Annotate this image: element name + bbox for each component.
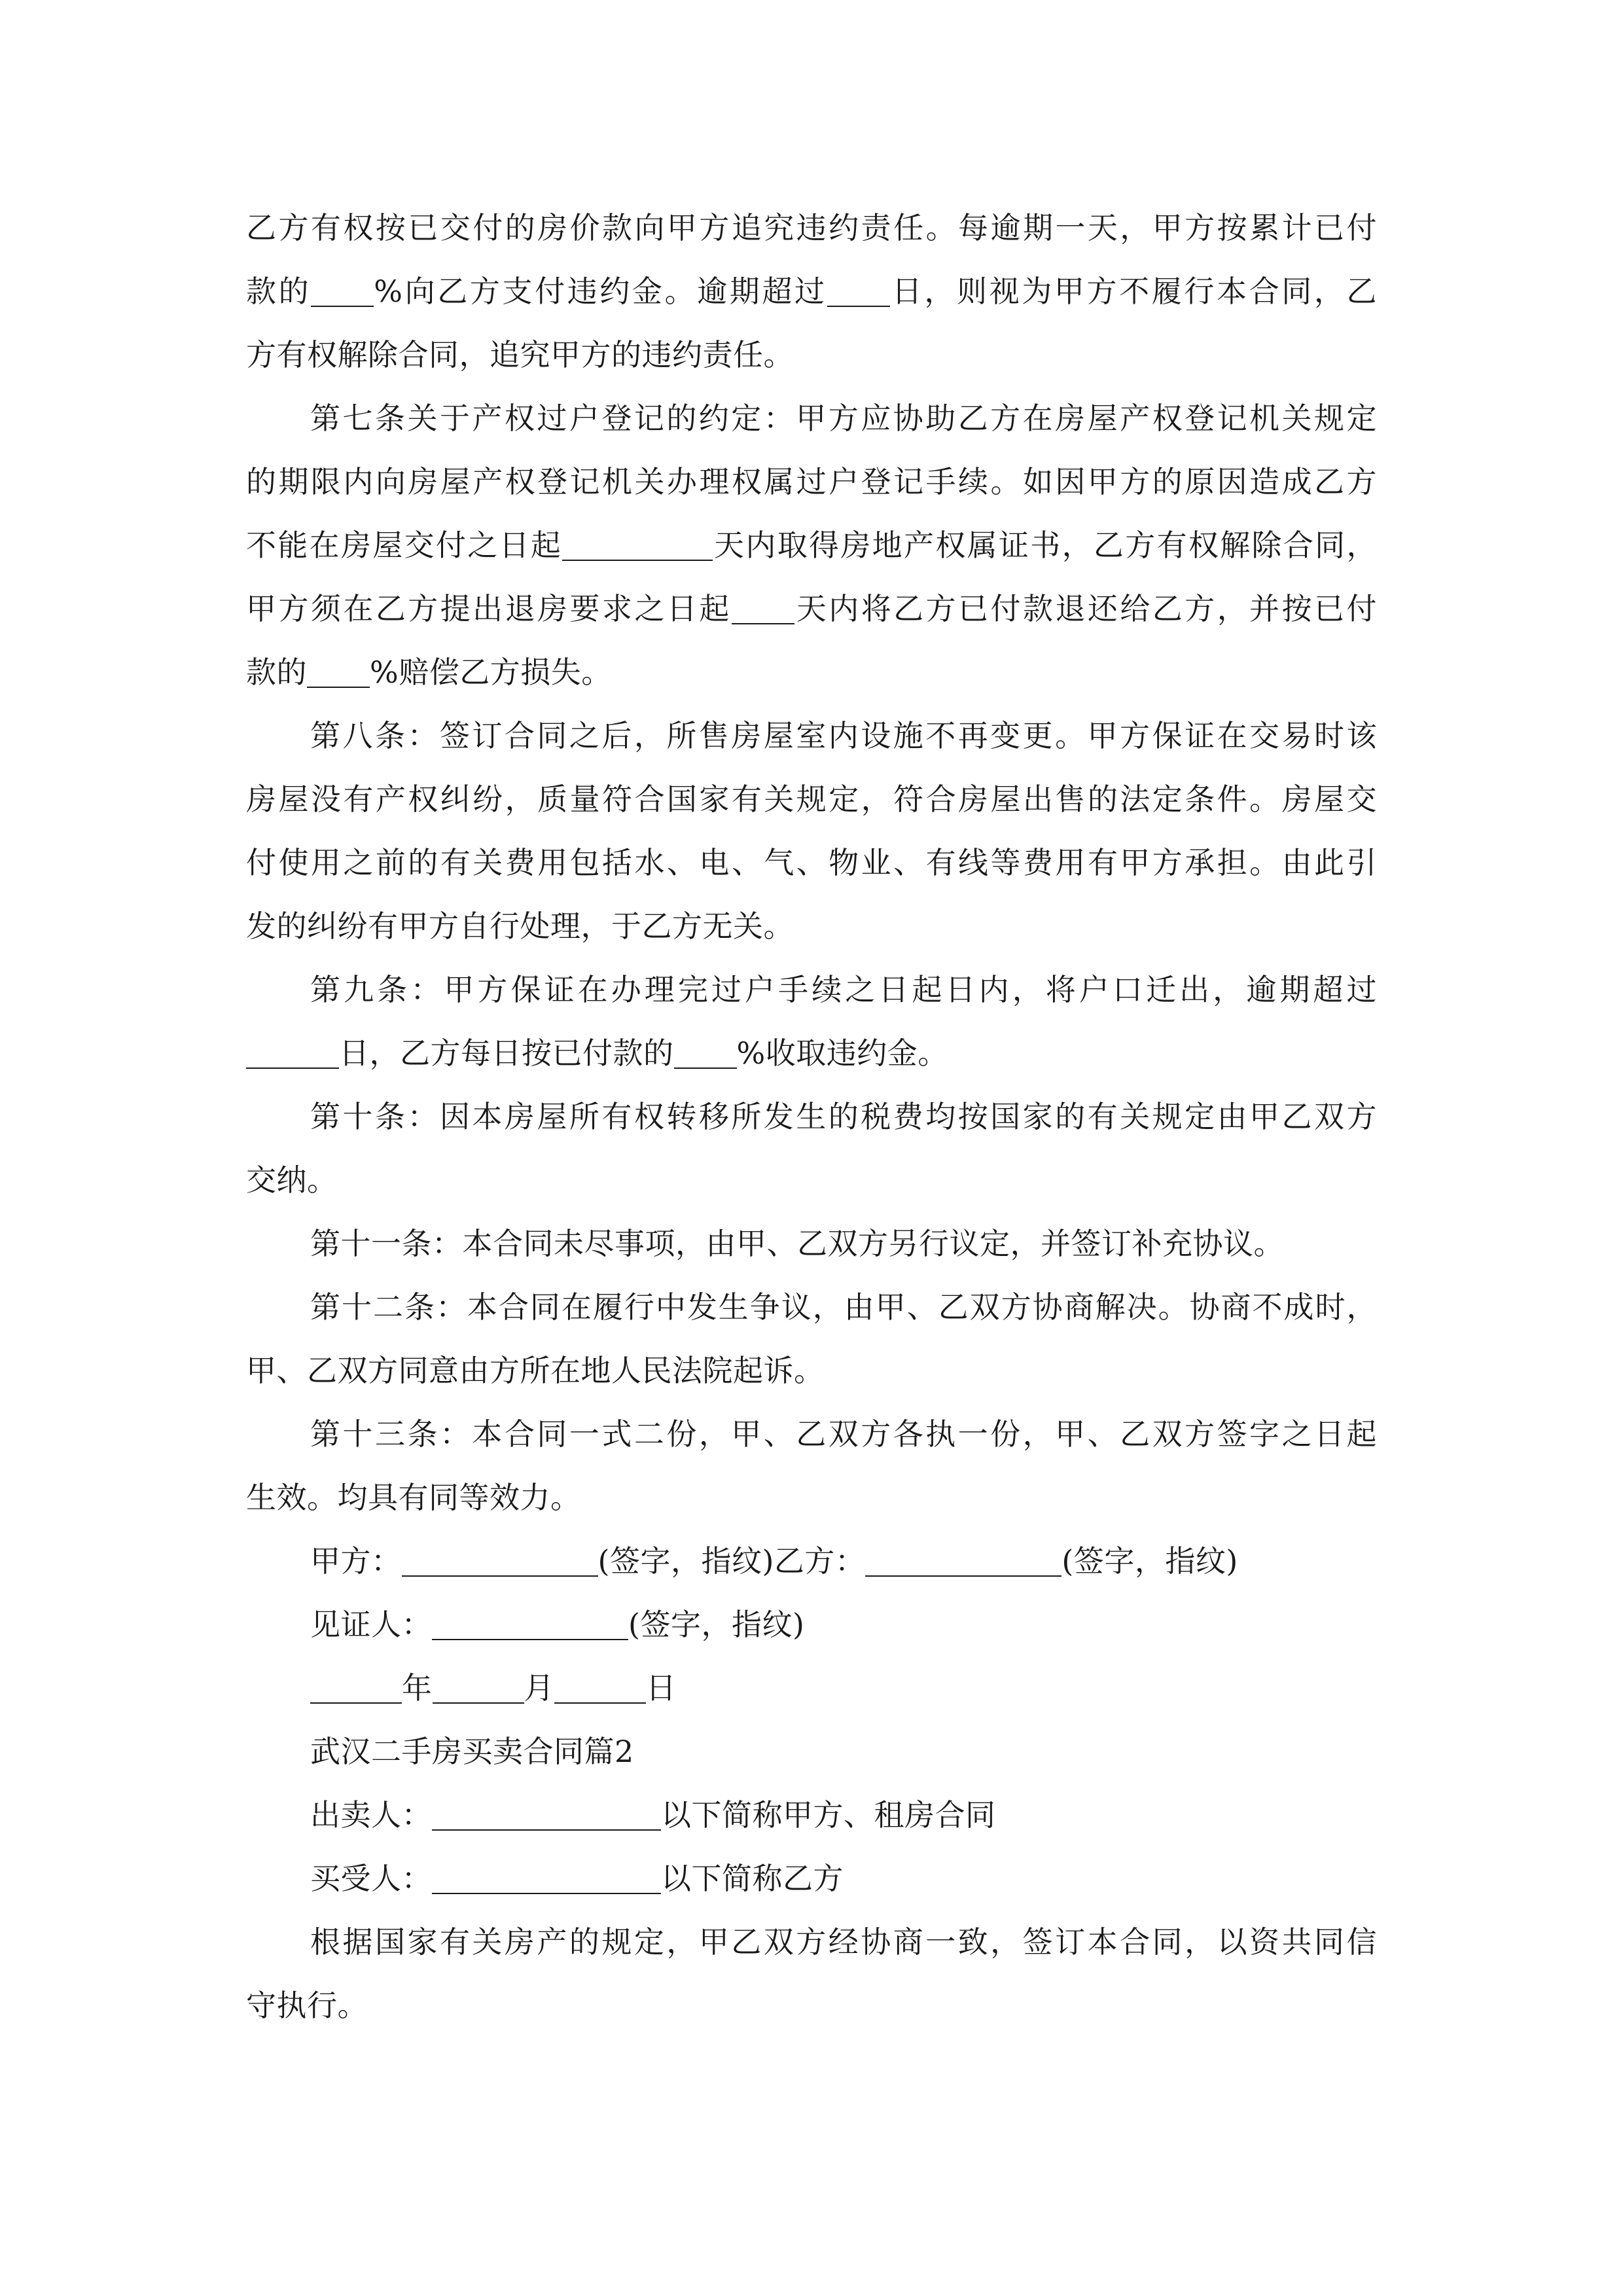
section-title-text: 武汉二手房买卖合同篇2 [310,1734,634,1769]
fill-blank[interactable] [246,1031,339,1069]
line-text: 款的 [246,274,312,309]
month-blank[interactable] [433,1666,524,1704]
month-label: 月 [524,1670,554,1706]
line-text: 款的 [246,655,307,690]
buyer-line [246,1847,1377,1910]
text-line [246,895,1377,958]
article-10-heading [246,1085,1377,1149]
article-13-heading [246,1403,1377,1466]
text-line [246,514,1377,577]
line-text: 第八条：签订合同之后，所售房屋室内设施不再变更。甲方保证在交易时该 [310,718,1377,753]
line-text: 生效。均具有同等效力。 [246,1480,581,1515]
line-text: 付使用之前的有关费用包括水、电、气、物业、有线等费用有甲方承担。由此引 [246,845,1377,880]
fill-blank[interactable] [562,523,713,561]
fill-blank[interactable] [674,1031,737,1069]
line-text: 乙方有权按已交付的房价款向甲方追究违约责任。每逾期一天，甲方按累计已付 [246,210,1377,245]
text-line [246,1149,1377,1212]
fill-blank[interactable] [307,650,370,688]
text-line [246,1974,1377,2037]
line-text: 方有权解除合同，追究甲方的违约责任。 [246,337,794,372]
text-line [246,641,1377,704]
party-b-signature-blank[interactable] [865,1539,1061,1577]
witness-label: 见证人： [310,1607,432,1642]
line-text: 日，则视为甲方不履行本合同，乙 [889,274,1378,309]
line-text: 甲方须在乙方提出退房要求之日起 [246,591,732,626]
line-text: 第七条关于产权过户登记的约定：甲方应协助乙方在房屋产权登记机关规定 [310,401,1377,436]
line-text: 甲、乙双方同意由方所在地人民法院起诉。 [246,1353,825,1388]
year-label: 年 [402,1670,433,1706]
section-title [246,1720,1377,1784]
text-line [246,323,1377,387]
text-line [246,260,1377,323]
signature-note: (签字，指纹) [628,1607,805,1642]
text-line [246,577,1377,641]
seller-label: 出卖人： [310,1797,432,1833]
seller-note: 以下简称甲方、租房合同 [661,1797,996,1833]
text-line [246,450,1377,514]
line-text: 天内将乙方已付款退还给乙方，并按已付 [794,591,1378,626]
contract-body [246,196,1377,2037]
buyer-label: 买受人： [310,1861,432,1896]
line-text: 第九条：甲方保证在办理完过户手续之日起日内，将户口迁出，逾期超过 [310,972,1377,1007]
line-text: %收取违约金。 [736,1035,948,1071]
party-b-label: (签字，指纹)乙方： [597,1543,866,1579]
fill-blank[interactable] [827,269,890,307]
witness-signature-blank[interactable] [432,1602,628,1640]
seller-line [246,1784,1377,1847]
fill-blank[interactable] [311,269,374,307]
text-line [246,768,1377,831]
line-text: %向乙方支付违约金。逾期超过 [374,274,827,309]
line-text: 天内取得房地产权属证书，乙方有权解除合同， [713,528,1378,563]
text-line [246,1339,1377,1403]
signature-party-line [246,1530,1377,1593]
buyer-name-blank[interactable] [432,1856,661,1894]
text-line [246,1022,1377,1085]
fill-blank[interactable] [732,586,794,624]
signature-note: (签字，指纹) [1061,1543,1238,1579]
seller-name-blank[interactable] [432,1793,661,1831]
line-text: 第十三条：本合同一式二份，甲、乙双方各执一份，甲、乙双方签字之日起 [310,1416,1377,1452]
text-line [246,831,1377,895]
line-text: 第十一条：本合同未尽事项，由甲、乙双方另行议定，并签订补充协议。 [310,1226,1284,1261]
line-text: 发的纠纷有甲方自行处理，于乙方无关。 [246,908,794,944]
line-text: 交纳。 [246,1162,338,1198]
day-blank[interactable] [554,1666,646,1704]
line-text: 日，乙方每日按已付款的 [339,1035,674,1071]
text-line [246,196,1377,260]
article-7-heading [246,387,1377,450]
party-a-label: 甲方： [310,1543,402,1579]
text-line [246,1466,1377,1530]
witness-line [246,1593,1377,1657]
party-a-signature-blank[interactable] [402,1539,598,1577]
line-text: 房屋没有产权纠纷，质量符合国家有关规定，符合房屋出售的法定条件。房屋交 [246,781,1377,817]
line-text: 的期限内向房屋产权登记机关办理权属过户登记手续。如因甲方的原因造成乙方 [246,464,1377,499]
line-text: %赔偿乙方损失。 [370,655,612,690]
date-line [246,1657,1377,1720]
preamble-line [246,1910,1377,1974]
line-text: 不能在房屋交付之日起 [246,528,563,563]
year-blank[interactable] [310,1666,402,1704]
line-text: 守执行。 [246,1988,368,2023]
buyer-note: 以下简称乙方 [661,1861,844,1896]
day-label: 日 [646,1670,677,1706]
line-text: 根据国家有关房产的规定，甲乙双方经协商一致，签订本合同，以资共同信 [310,1924,1377,1960]
line-text: 第十二条：本合同在履行中发生争议，由甲、乙双方协商解决。协商不成时， [310,1289,1377,1325]
article-12-heading [246,1276,1377,1339]
article-11-heading [246,1212,1377,1276]
article-8-heading [246,704,1377,768]
article-9-heading [246,958,1377,1022]
line-text: 第十条：因本房屋所有权转移所发生的税费均按国家的有关规定由甲乙双方 [310,1099,1377,1134]
